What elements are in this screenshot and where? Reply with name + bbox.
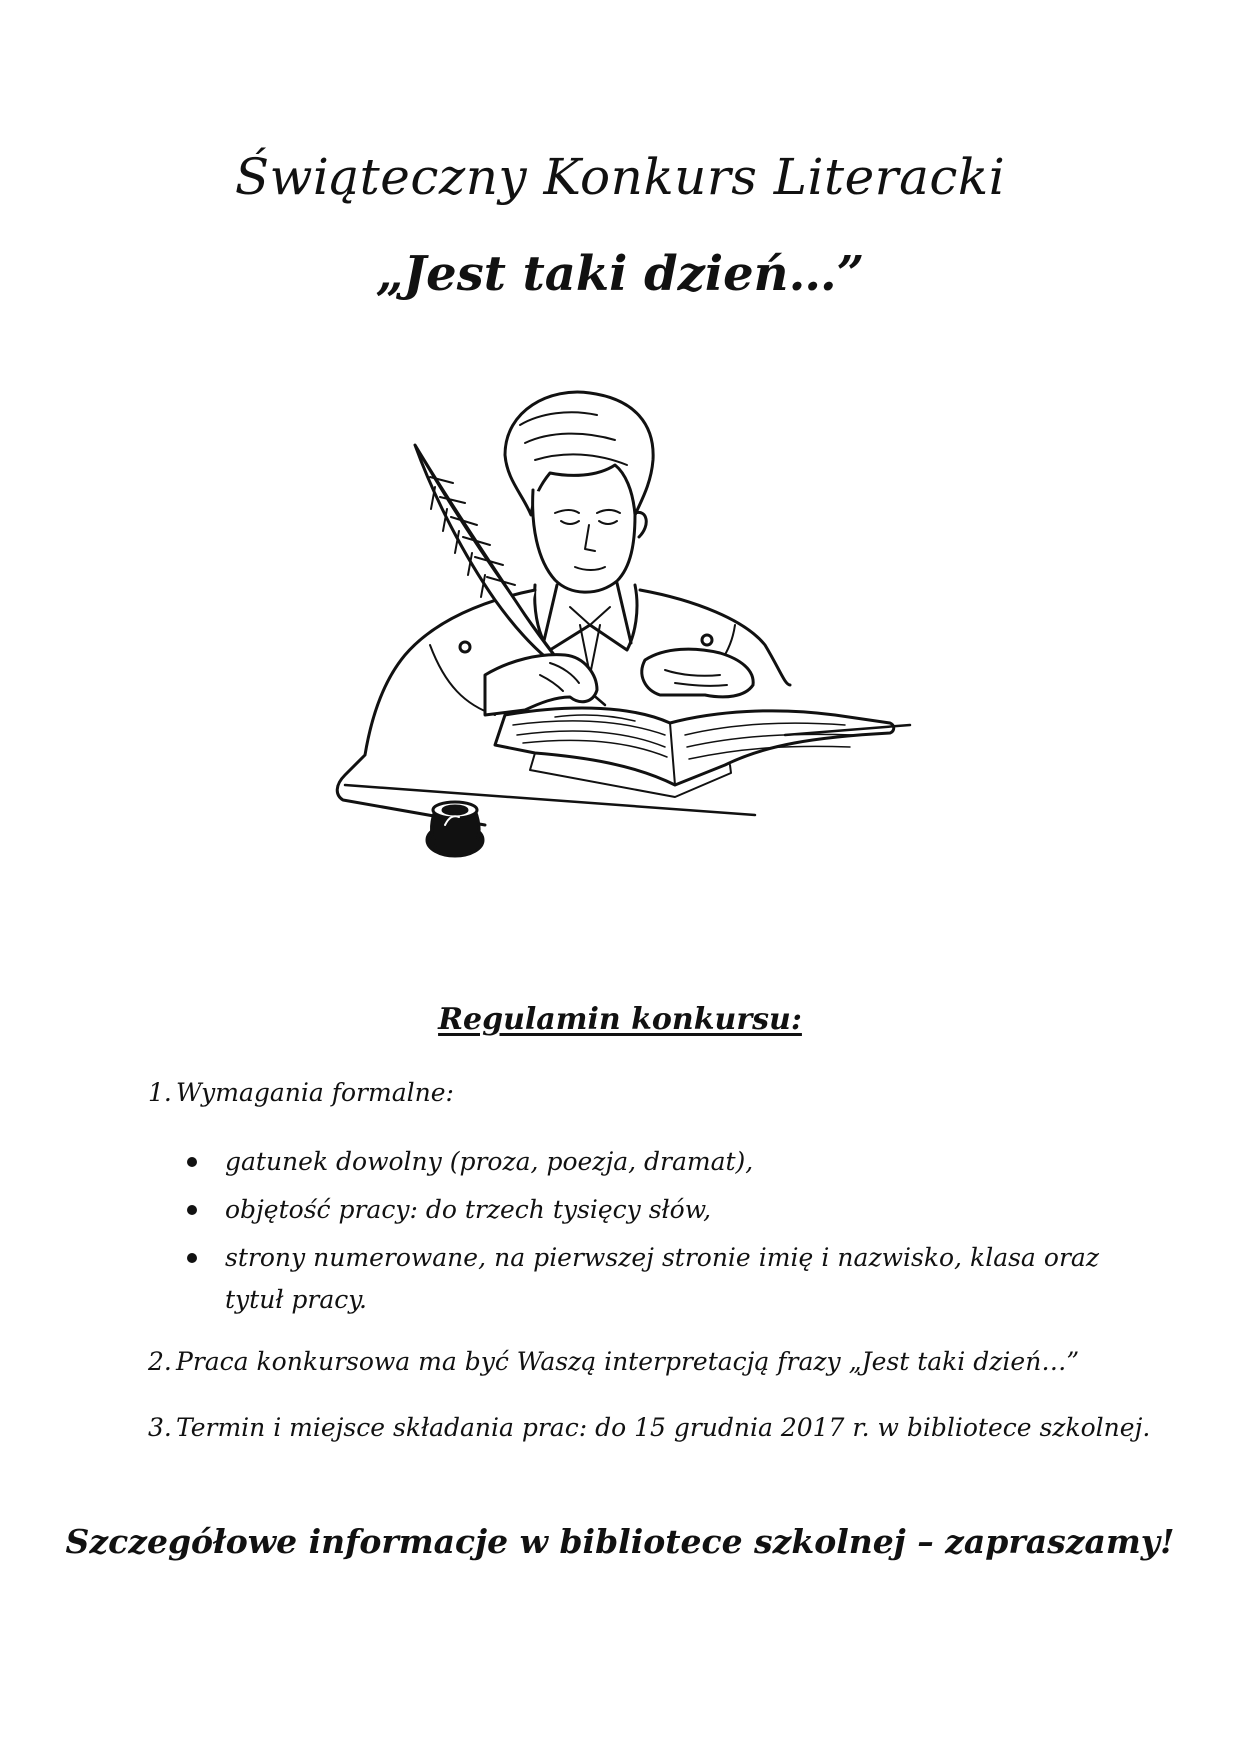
rule-text: Termin i miejsce składania prac: do 15 grudnia 2017 r. w bibliotece szkolnej. [176, 1413, 1151, 1442]
list-item: objętość pracy: do trzech tysięcy słów, [187, 1189, 1099, 1231]
rule-number: 3. [148, 1413, 172, 1442]
list-item: strony numerowane, na pierwszej stronie imię i nazwisko, klasa oraz tytuł pracy. [187, 1237, 1099, 1321]
contest-title: Świąteczny Konkurs Literacki [234, 148, 1006, 206]
rule-text: Praca konkursowa ma być Waszą interpretacją frazy „Jest taki dzień…” [176, 1347, 1080, 1376]
rule-item-2 [148, 1347, 1079, 1376]
rule-text: Wymagania formalne: [176, 1078, 454, 1107]
requirements-list [187, 1141, 1099, 1327]
rule-number: 2. [148, 1347, 172, 1376]
rules-heading: Regulamin konkursu: [438, 1002, 802, 1037]
contest-subtitle: „Jest taki dzień…” [375, 246, 865, 302]
writer-with-quill-icon [335, 385, 915, 865]
footer-invitation: Szczegółowe informacje w bibliotece szkolnej – zapraszamy! [65, 1522, 1175, 1561]
bullet-icon [187, 1253, 197, 1263]
rule-item-3 [148, 1413, 1150, 1442]
rule-item-1 [148, 1078, 454, 1107]
bullet-icon [187, 1205, 197, 1215]
bullet-icon [187, 1157, 197, 1167]
rule-number: 1. [148, 1078, 172, 1107]
list-item: gatunek dowolny (proza, poezja, dramat), [187, 1141, 1099, 1183]
